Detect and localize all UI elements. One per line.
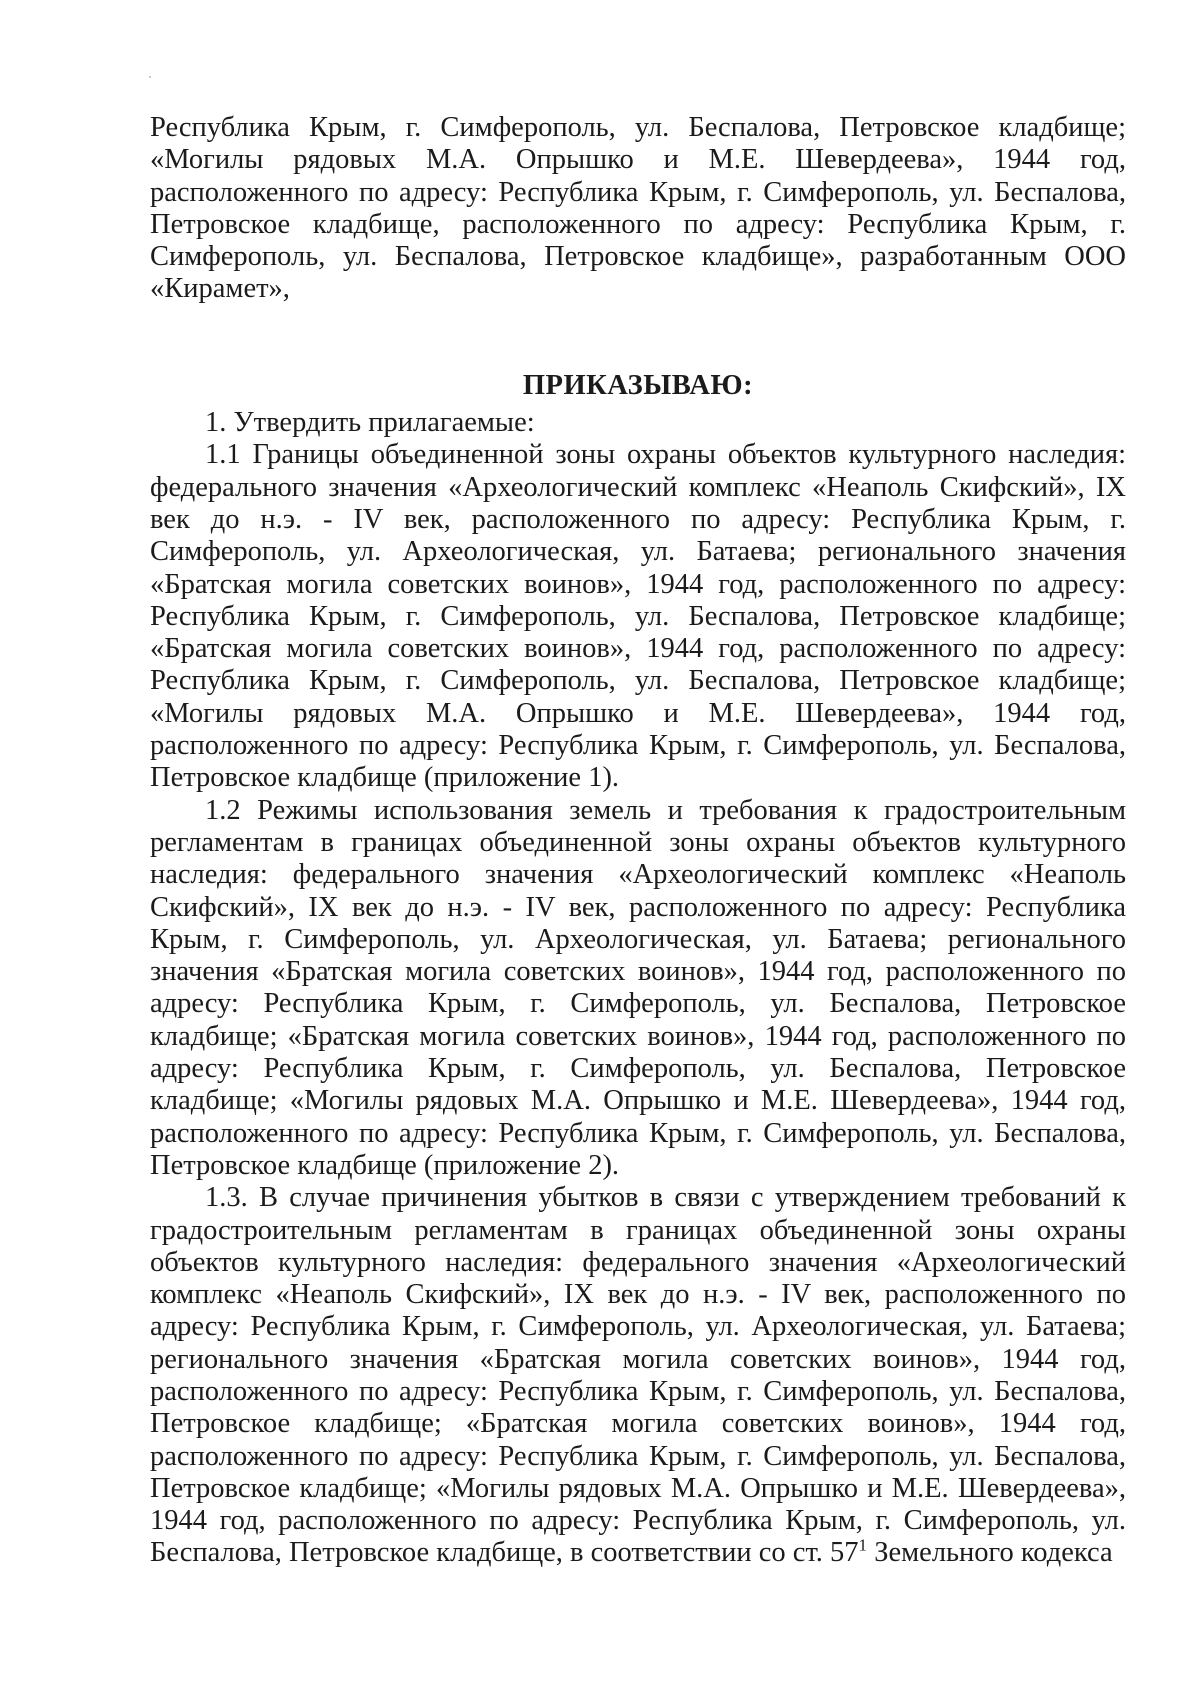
item-1: 1. Утвердить прилагаемые: [205,407,535,439]
intro-paragraph: Республика Крым, г. Симферополь, ул. Беспалова, Петровское кладбище; «Могилы рядовых М.А. Опрышко и М.Е. Шевердеева», 1944 год, расположенного по адресу: Республика Крым, г. Симферополь, ул. Беспалова, Петровское кладбище, расположенного по адресу: Республика Крым, г. Симферополь, ул. Беспалова, Петровское кладбище», разработанным ООО «Кирамет», [150,112,1126,305]
document-page [150,112,1126,1570]
item-1-3-text: 1.3. В случае причинения убытков в связи с утверждением требований к градостроительным регламентам в границах объединенной зоны охраны объектов культурного наследия: федерального значения «Археологический комплекс «Неаполь Скифский», IX век до н.э. - IV век, расположенного по адресу: Республика Крым, г. Симферополь, ул. Археологическая, ул. Батаева; регионального значения «Братская могила советских воинов», 1944 год, расположенного по адресу: Республика Крым, г. Симферополь, ул. Беспалова, Петровское кладбище; «Братская могила советских воинов», 1944 год, расположенного по адресу: Республика Крым, г. Симферополь, ул. Беспалова, Петровское кладбище; «Могилы рядовых М.А. Опрышко и М.Е. Шевердеева», 1944 год, расположенного по адресу: Республика Крым, г. Симферополь, ул. Беспалова, Петровское кладбище, в соответствии со ст. 57 [150,1182,1126,1569]
item-1-3-superscript: 1 [858,1535,868,1555]
scan-speck [149,76,151,78]
item-1-3-tail: Земельного кодекса [867,1537,1113,1569]
item-1-2: 1.2 Режимы использования земель и требования к градостроительным регламентам в границах объединенной зоны охраны объектов культурного наследия: федерального значения «Археологический комплекс «Неаполь Скифский», IX век до н.э. - IV век, расположенного по адресу: Республика Крым, г. Симферополь, ул. Археологическая, ул. Батаева; регионального значения «Братская могила советских воинов», 1944 год, расположенного по адресу: Республика Крым, г. Симферополь, ул. Беспалова, Петровское кладбище; «Братская могила советских воинов», 1944 год, расположенного по адресу: Республика Крым, г. Симферополь, ул. Беспалова, Петровское кладбище; «Могилы рядовых М.А. Опрышко и М.Е. Шевердеева», 1944 год, расположенного по адресу: Республика Крым, г. Симферополь, ул. Беспалова, Петровское кладбище (приложение 2). [150,794,1126,1181]
order-heading: ПРИКАЗЫВАЮ: [522,369,754,401]
item-1-3 [150,1182,1126,1570]
item-1-1: 1.1 Границы объединенной зоны охраны объектов культурного наследия: федерального значения «Археологический комплекс «Неаполь Скифский», IX век до н.э. - IV век, расположенного по адресу: Республика Крым, г. Симферополь, ул. Археологическая, ул. Батаева; регионального значения «Братская могила советских воинов», 1944 год, расположенного по адресу: Республика Крым, г. Симферополь, ул. Беспалова, Петровское кладбище; «Братская могила советских воинов», 1944 год, расположенного по адресу: Республика Крым, г. Симферополь, ул. Беспалова, Петровское кладбище; «Могилы рядовых М.А. Опрышко и М.Е. Шевердеева», 1944 год, расположенного по адресу: Республика Крым, г. Симферополь, ул. Беспалова, Петровское кладбище (приложение 1). [150,439,1126,794]
